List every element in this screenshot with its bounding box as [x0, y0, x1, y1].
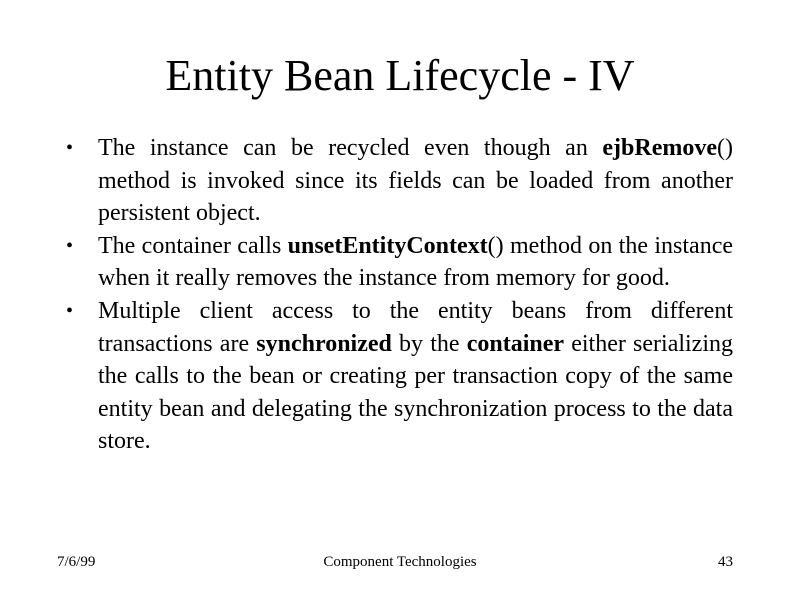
footer-page-number: 43	[718, 554, 733, 570]
bullet-text: () method is invoked since its fields can be loaded from another persistent object.	[98, 135, 733, 227]
bullet-item	[66, 295, 733, 458]
bullet-bold-text: ejbRemove	[602, 135, 718, 161]
bullet-bold-text: unsetEntityContext	[287, 232, 488, 259]
bullet-bold-text: container	[466, 330, 565, 357]
footer-title: Component Technologies	[323, 554, 477, 570]
bullet-item	[66, 230, 733, 295]
bullet-dot-icon: •	[66, 234, 74, 257]
bullet-text: The instance can be recycled even though an	[98, 135, 603, 161]
bullet-bold-text: synchronized	[256, 330, 392, 357]
footer-date: 7/6/99	[57, 554, 96, 570]
bullet-dot-icon: •	[66, 137, 74, 159]
bullet-list	[66, 132, 733, 458]
bullet-text: The container calls	[98, 232, 288, 259]
bullet-dot-icon: •	[66, 299, 74, 322]
bullet-text: () method on the instance when it really removes the instance from memory for good.	[98, 232, 733, 292]
slide-title: Entity Bean Lifecycle - IV	[165, 51, 635, 100]
bullet-text: either serializing the calls to the bean or creating per transaction copy of the same entity bean and delegating the synchronization process to the data store.	[98, 330, 733, 455]
bullet-text: by the	[391, 330, 467, 357]
bullet-item	[66, 132, 733, 230]
bullet-text: Multiple client access to the entity beans from different transactions are	[98, 297, 733, 357]
